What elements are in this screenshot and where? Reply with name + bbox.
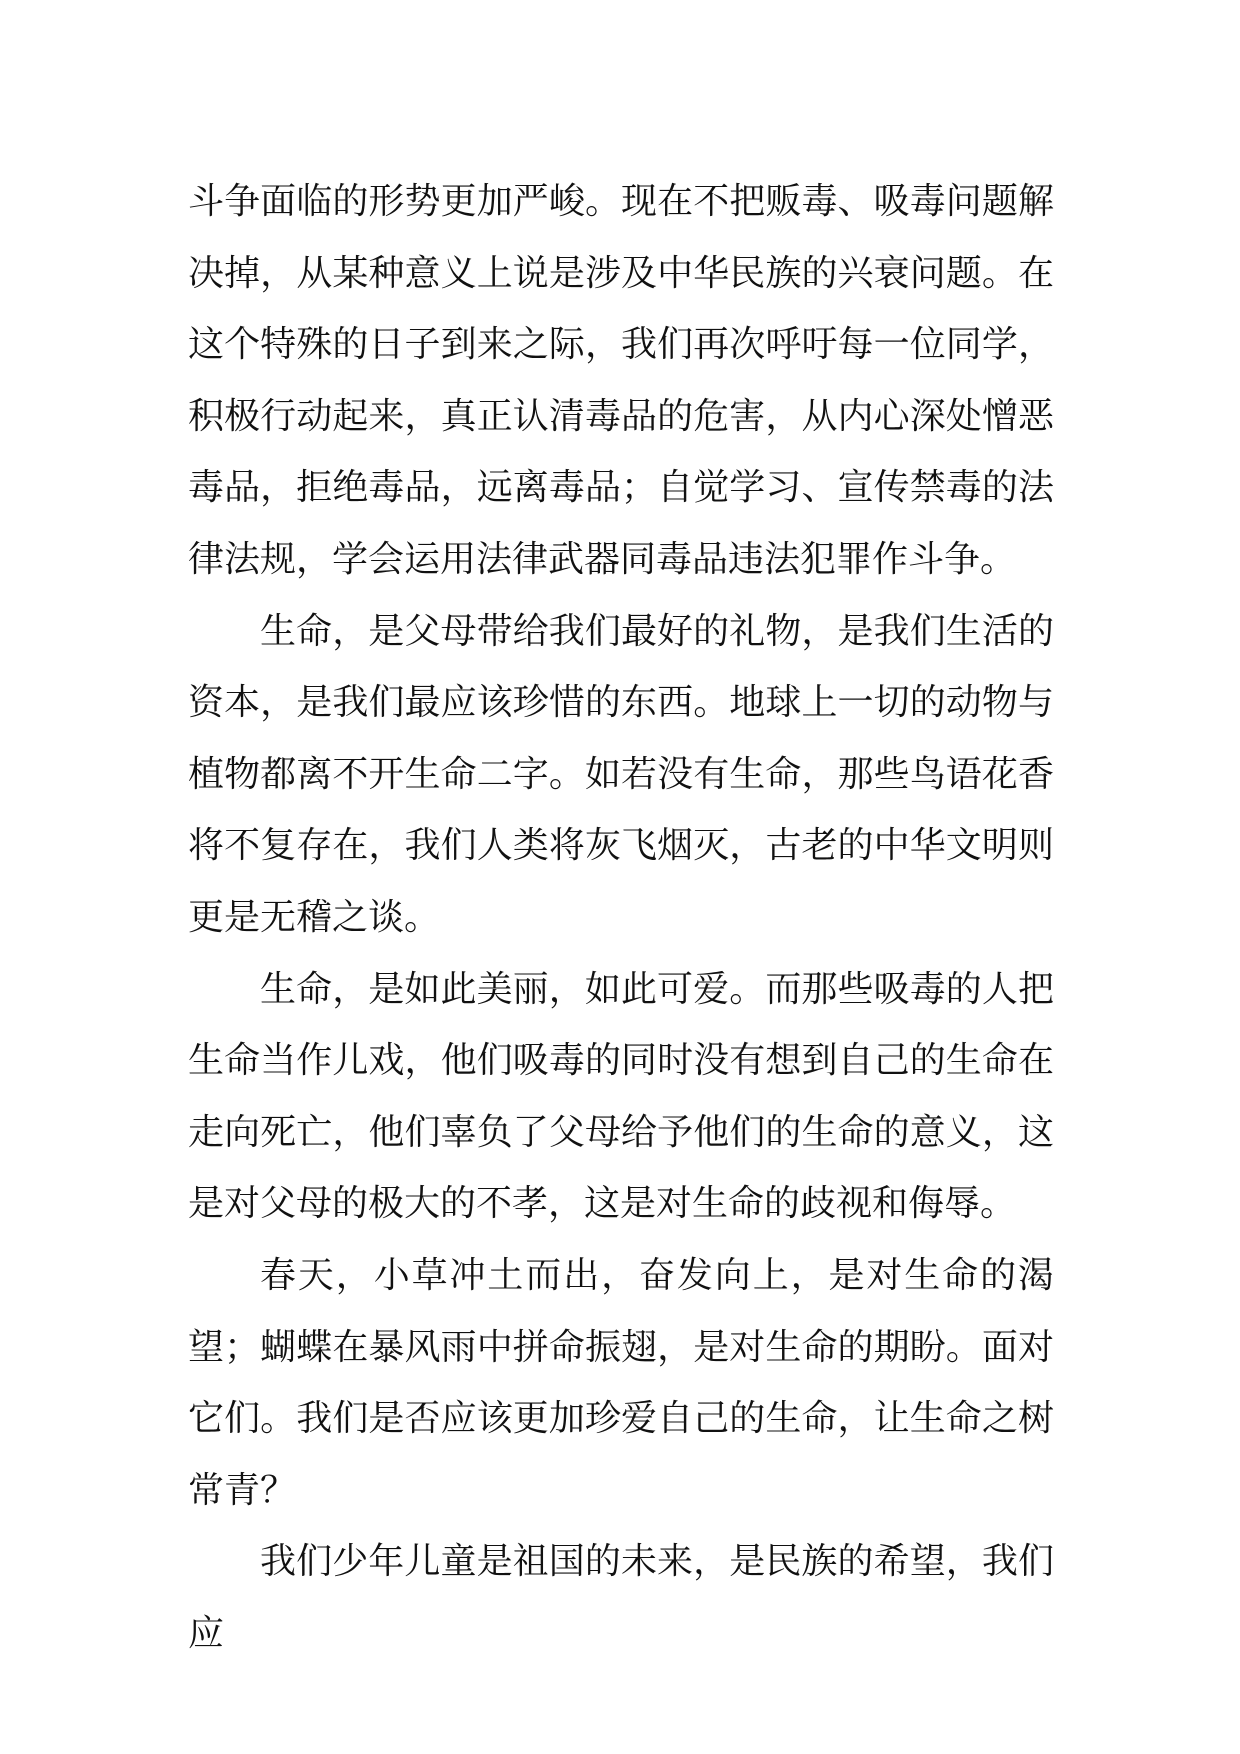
paragraph-spring: 春天，小草冲土而出，奋发向上，是对生命的渴望；蝴蝶在暴风雨中拼命振翅，是对生命的期盼。面对它们。我们是否应该更加珍爱自己的生命，让生命之树常青？ bbox=[188, 1254, 1054, 1511]
paragraph-life-gift: 生命，是父母带给我们最好的礼物，是我们生活的资本，是我们最应该珍惜的东西。地球上一切的动物与植物都离不开生命二字。如若没有生命，那些鸟语花香将不复存在，我们人类将灰飞烟灭，古老的中华文明则更是无稽之谈。 bbox=[188, 610, 1054, 938]
paragraph-youth: 我们少年儿童是祖国的未来，是民族的希望，我们应 bbox=[188, 1541, 1054, 1654]
paragraph-life-beauty: 生命，是如此美丽，如此可爱。而那些吸毒的人把生命当作儿戏，他们吸毒的同时没有想到自己的生命在走向死亡，他们辜负了父母给予他们的生命的意义，这是对父母的极大的不孝，这是对生命的歧视和侮辱。 bbox=[188, 968, 1054, 1225]
body-text bbox=[188, 166, 1054, 1669]
paragraph-continuation: 斗争面临的形势更加严峻。现在不把贩毒、吸毒问题解决掉，从某种意义上说是涉及中华民族的兴衰问题。在这个特殊的日子到来之际，我们再次呼吁每一位同学，积极行动起来，真正认清毒品的危害，从内心深处憎恶毒品，拒绝毒品，远离毒品；自觉学习、宣传禁毒的法律法规，学会运用法律武器同毒品违法犯罪作斗争。 bbox=[188, 181, 1054, 580]
